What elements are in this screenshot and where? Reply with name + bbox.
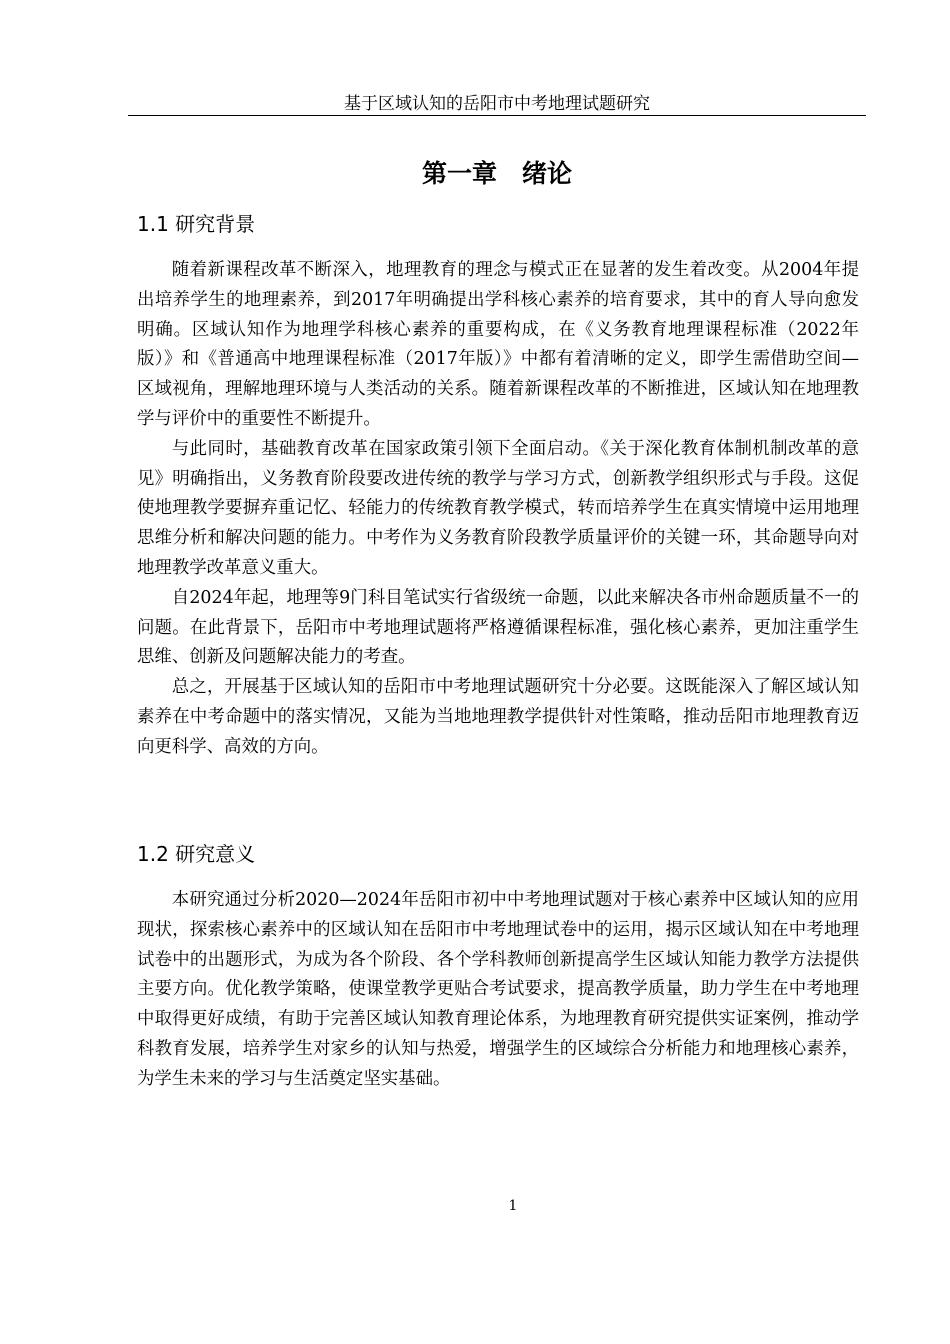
section-body-significance [137, 886, 859, 1095]
section-heading-significance: 1.2 研究意义 [137, 842, 256, 866]
paragraph: 与此同时，基础教育改革在国家政策引领下全面启动。《关于深化教育体制机制改革的意见》明确指出，义务教育阶段要改进传统的教学与学习方式，创新教学组织形式与手段。这促使地理教学要摒弃重记忆、轻能力的传统教育教学模式，转而培养学生在真实情境中运用地理思维分析和解决问题的能力。中考作为义务教育阶段教学质量评价的关键一环，其命题导向对地理教学改革意义重大。 [137, 438, 859, 578]
section-heading-background: 1.1 研究背景 [137, 212, 256, 236]
paragraph: 自2024年起，地理等9门科目笔试实行省级统一命题，以此来解决各市州命题质量不一的问题。在此背景下，岳阳市中考地理试题将严格遵循课程标准，强化核心素养，更加注重学生思维、创新及问题解决能力的考查。 [137, 587, 859, 668]
page-number: 1 [508, 1198, 518, 1214]
paragraph: 本研究通过分析2020—2024年岳阳市初中中考地理试题对于核心素养中区域认知的应用现状，探索核心素养中的区域认知在岳阳市中考地理试卷中的运用，揭示区域认知在中考地理试卷中的出题形式，为成为各个阶段、各个学科教师创新提高学生区域认知能力教学方法提供主要方向。优化教学策略，使课堂教学更贴合考试要求，提高教学质量，助力学生在中考地理中取得更好成绩，有助于完善区域认知教育理论体系，为地理教育研究提供实证案例，推动学科教育发展，培养学生对家乡的认知与热爱，增强学生的区域综合分析能力和地理核心素养，为学生未来的学习与生活奠定坚实基础。 [137, 890, 859, 1089]
section-body-background [137, 256, 859, 763]
chapter-title: 第一章 绪论 [421, 159, 572, 188]
paragraph: 随着新课程改革不断深入，地理教育的理念与模式正在显著的发生着改变。从2004年提出培养学生的地理素养，到2017年明确提出学科核心素养的培育要求，其中的育人导向愈发明确。区域认知作为地理学科核心素养的重要构成，在《义务教育地理课程标准（2022年版）》和《普通高中地理课程标准（2017年版）》中都有着清晰的定义，即学生需借助空间—区域视角，理解地理环境与人类活动的关系。随着新课程改革的不断推进，区域认知在地理教学与评价中的重要性不断提升。 [137, 260, 859, 429]
running-header: 基于区域认知的岳阳市中考地理试题研究 [344, 94, 650, 114]
paragraph: 总之，开展基于区域认知的岳阳市中考地理试题研究十分必要。这既能深入了解区域认知素养在中考命题中的落实情况，又能为当地地理教学提供针对性策略，推动岳阳市地理教育迈向更科学、高效的方向。 [137, 677, 859, 757]
header-rule [128, 115, 866, 116]
